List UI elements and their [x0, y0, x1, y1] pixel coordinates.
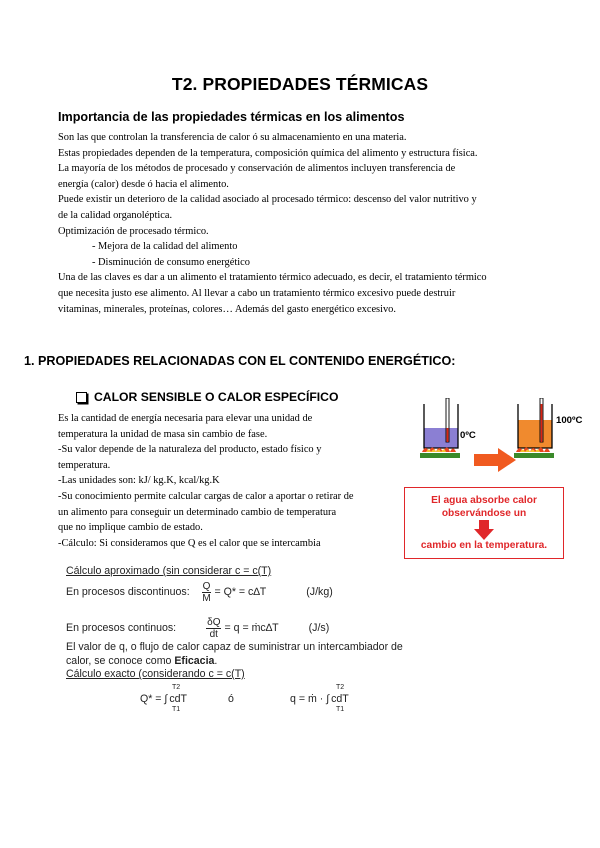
body-line: El valor de q, o flujo de calor capaz de suministrar un intercambiador de	[66, 641, 403, 653]
note-text: cambio en la temperatura.	[420, 540, 548, 551]
subsection-heading	[76, 390, 338, 404]
intro-heading: Importancia de las propiedades térmicas en los alimentos	[58, 110, 405, 124]
intro-line: energía (calor) desde ó hacia el alimento.	[58, 178, 229, 190]
section-heading: 1. PROPIEDADES RELACIONADAS CON EL CONTENIDO ENERGÉTICO:	[24, 354, 456, 368]
hot-water	[518, 420, 552, 448]
cold-water	[424, 428, 458, 448]
formula-expression: = Q* = c∆T	[214, 586, 267, 598]
intro-bullet: - Mejora de la calidad del alimento	[92, 241, 238, 253]
emphasis-word: Eficacia	[174, 655, 215, 667]
burner-flame-icon	[514, 448, 554, 459]
integrand: cdT	[331, 693, 349, 705]
integrand: cdT	[169, 693, 188, 705]
body-line: temperatura.	[58, 459, 111, 471]
formula-units: (J/kg)	[306, 586, 333, 598]
formula-expression	[140, 693, 187, 705]
intro-line: de la calidad organoléptica.	[58, 209, 173, 221]
specific-heat-paragraph	[58, 411, 393, 551]
formula-expression	[290, 693, 349, 705]
cold-temp-label: 0ºC	[460, 430, 476, 441]
intro-line: Estas propiedades dependen de la temperatura, composición química del alimento y estructura física.	[58, 147, 478, 159]
numerator: δQ	[207, 616, 221, 628]
formula-label: En procesos continuos:	[66, 622, 177, 634]
denominator: dt	[209, 628, 218, 640]
intro-line: La mayoría de los métodos de procesado y conservación de alimentos incluyen transferencia de	[58, 163, 456, 175]
efficacy-note	[66, 640, 403, 668]
fraction	[206, 617, 221, 640]
body-line: Es la cantidad de energía necesaria para elevar una unidad de	[58, 413, 313, 424]
formula-label: En procesos discontinuos:	[66, 586, 190, 598]
exact-formula	[140, 684, 470, 714]
hot-temp-label: 100ºC	[556, 415, 583, 426]
formula-units: (J/s)	[308, 622, 330, 634]
body-line: -Las unidades son: kJ/ kg.K, kcal/kg.K	[58, 475, 220, 487]
intro-line: Puede existir un deterioro de la calidad asociado al procesado térmico: descenso del valor nutritivo y	[58, 194, 477, 206]
integral-expression: Q* = ∫	[140, 693, 168, 705]
page-title: T2. PROPIEDADES TÉRMICAS	[171, 74, 429, 94]
intro-line: Optimización de procesado térmico.	[58, 225, 209, 237]
exact-calc-title: Cálculo exacto (considerando c = c(T)	[66, 668, 245, 680]
cold-beaker	[424, 398, 458, 448]
denominator: M	[202, 592, 211, 604]
lower-limit: T1	[172, 706, 181, 713]
body-line: -Su valor depende de la naturaleza del producto, estado físico y	[58, 444, 322, 456]
down-arrow-icon	[474, 520, 494, 540]
checkbox-bullet-icon	[76, 392, 87, 403]
subsection-heading-text: CALOR SENSIBLE O CALOR ESPECÍFICO	[94, 390, 339, 404]
lower-limit: T1	[336, 706, 345, 713]
intro-line: vitaminas, minerales, proteínas, colores… Además del gasto energético excesivo.	[58, 303, 396, 315]
body-line: -Cálculo: Si consideramos que Q es el calor que se intercambia	[58, 537, 321, 549]
punctuation: .	[214, 655, 218, 667]
integral-expression: q = ṁ · ∫	[290, 693, 330, 705]
temperature-change-note	[404, 487, 564, 559]
hot-beaker	[518, 398, 552, 448]
intro-paragraph	[58, 130, 558, 317]
intro-line: que necesita justo ese alimento. Al llevar a cabo un tratamiento térmico excesivo puede destruir	[58, 287, 456, 299]
formula-expression: = q = ṁc∆T	[224, 622, 279, 634]
intro-bullet: - Disminución de consumo energético	[92, 256, 250, 268]
note-text: observándose un	[441, 508, 527, 519]
numerator: Q	[202, 580, 211, 592]
body-line: un alimento para conseguir un determinado cambio de temperatura	[58, 506, 337, 518]
note-text: El agua absorbe calor	[431, 495, 537, 506]
body-line: que no implique cambio de estado.	[58, 522, 203, 534]
fraction	[202, 581, 212, 604]
body-line: temperatura la unidad de masa sin cambio de fase.	[58, 428, 268, 440]
upper-limit: T2	[172, 684, 181, 691]
approx-calc-title: Cálculo aproximado (sin considerar c = c(T)	[66, 565, 272, 577]
heating-water-illustration	[410, 398, 590, 474]
burner-flame-icon	[420, 448, 460, 459]
body-line: calor, se conoce como	[66, 655, 175, 667]
intro-line: Son las que controlan la transferencia de calor ó su almacenamiento en una materia.	[58, 132, 407, 143]
discontinuous-formula	[66, 578, 333, 606]
body-line: -Su conocimiento permite calcular cargas de calor a aportar o retirar de	[58, 490, 354, 502]
continuous-formula	[66, 614, 329, 642]
right-arrow-icon	[474, 448, 516, 472]
intro-line: Una de las claves es dar a un alimento el tratamiento térmico adecuado, es decir, el tratamiento térmico	[58, 272, 487, 284]
or-connector: ó	[228, 693, 234, 705]
upper-limit: T2	[336, 684, 345, 691]
